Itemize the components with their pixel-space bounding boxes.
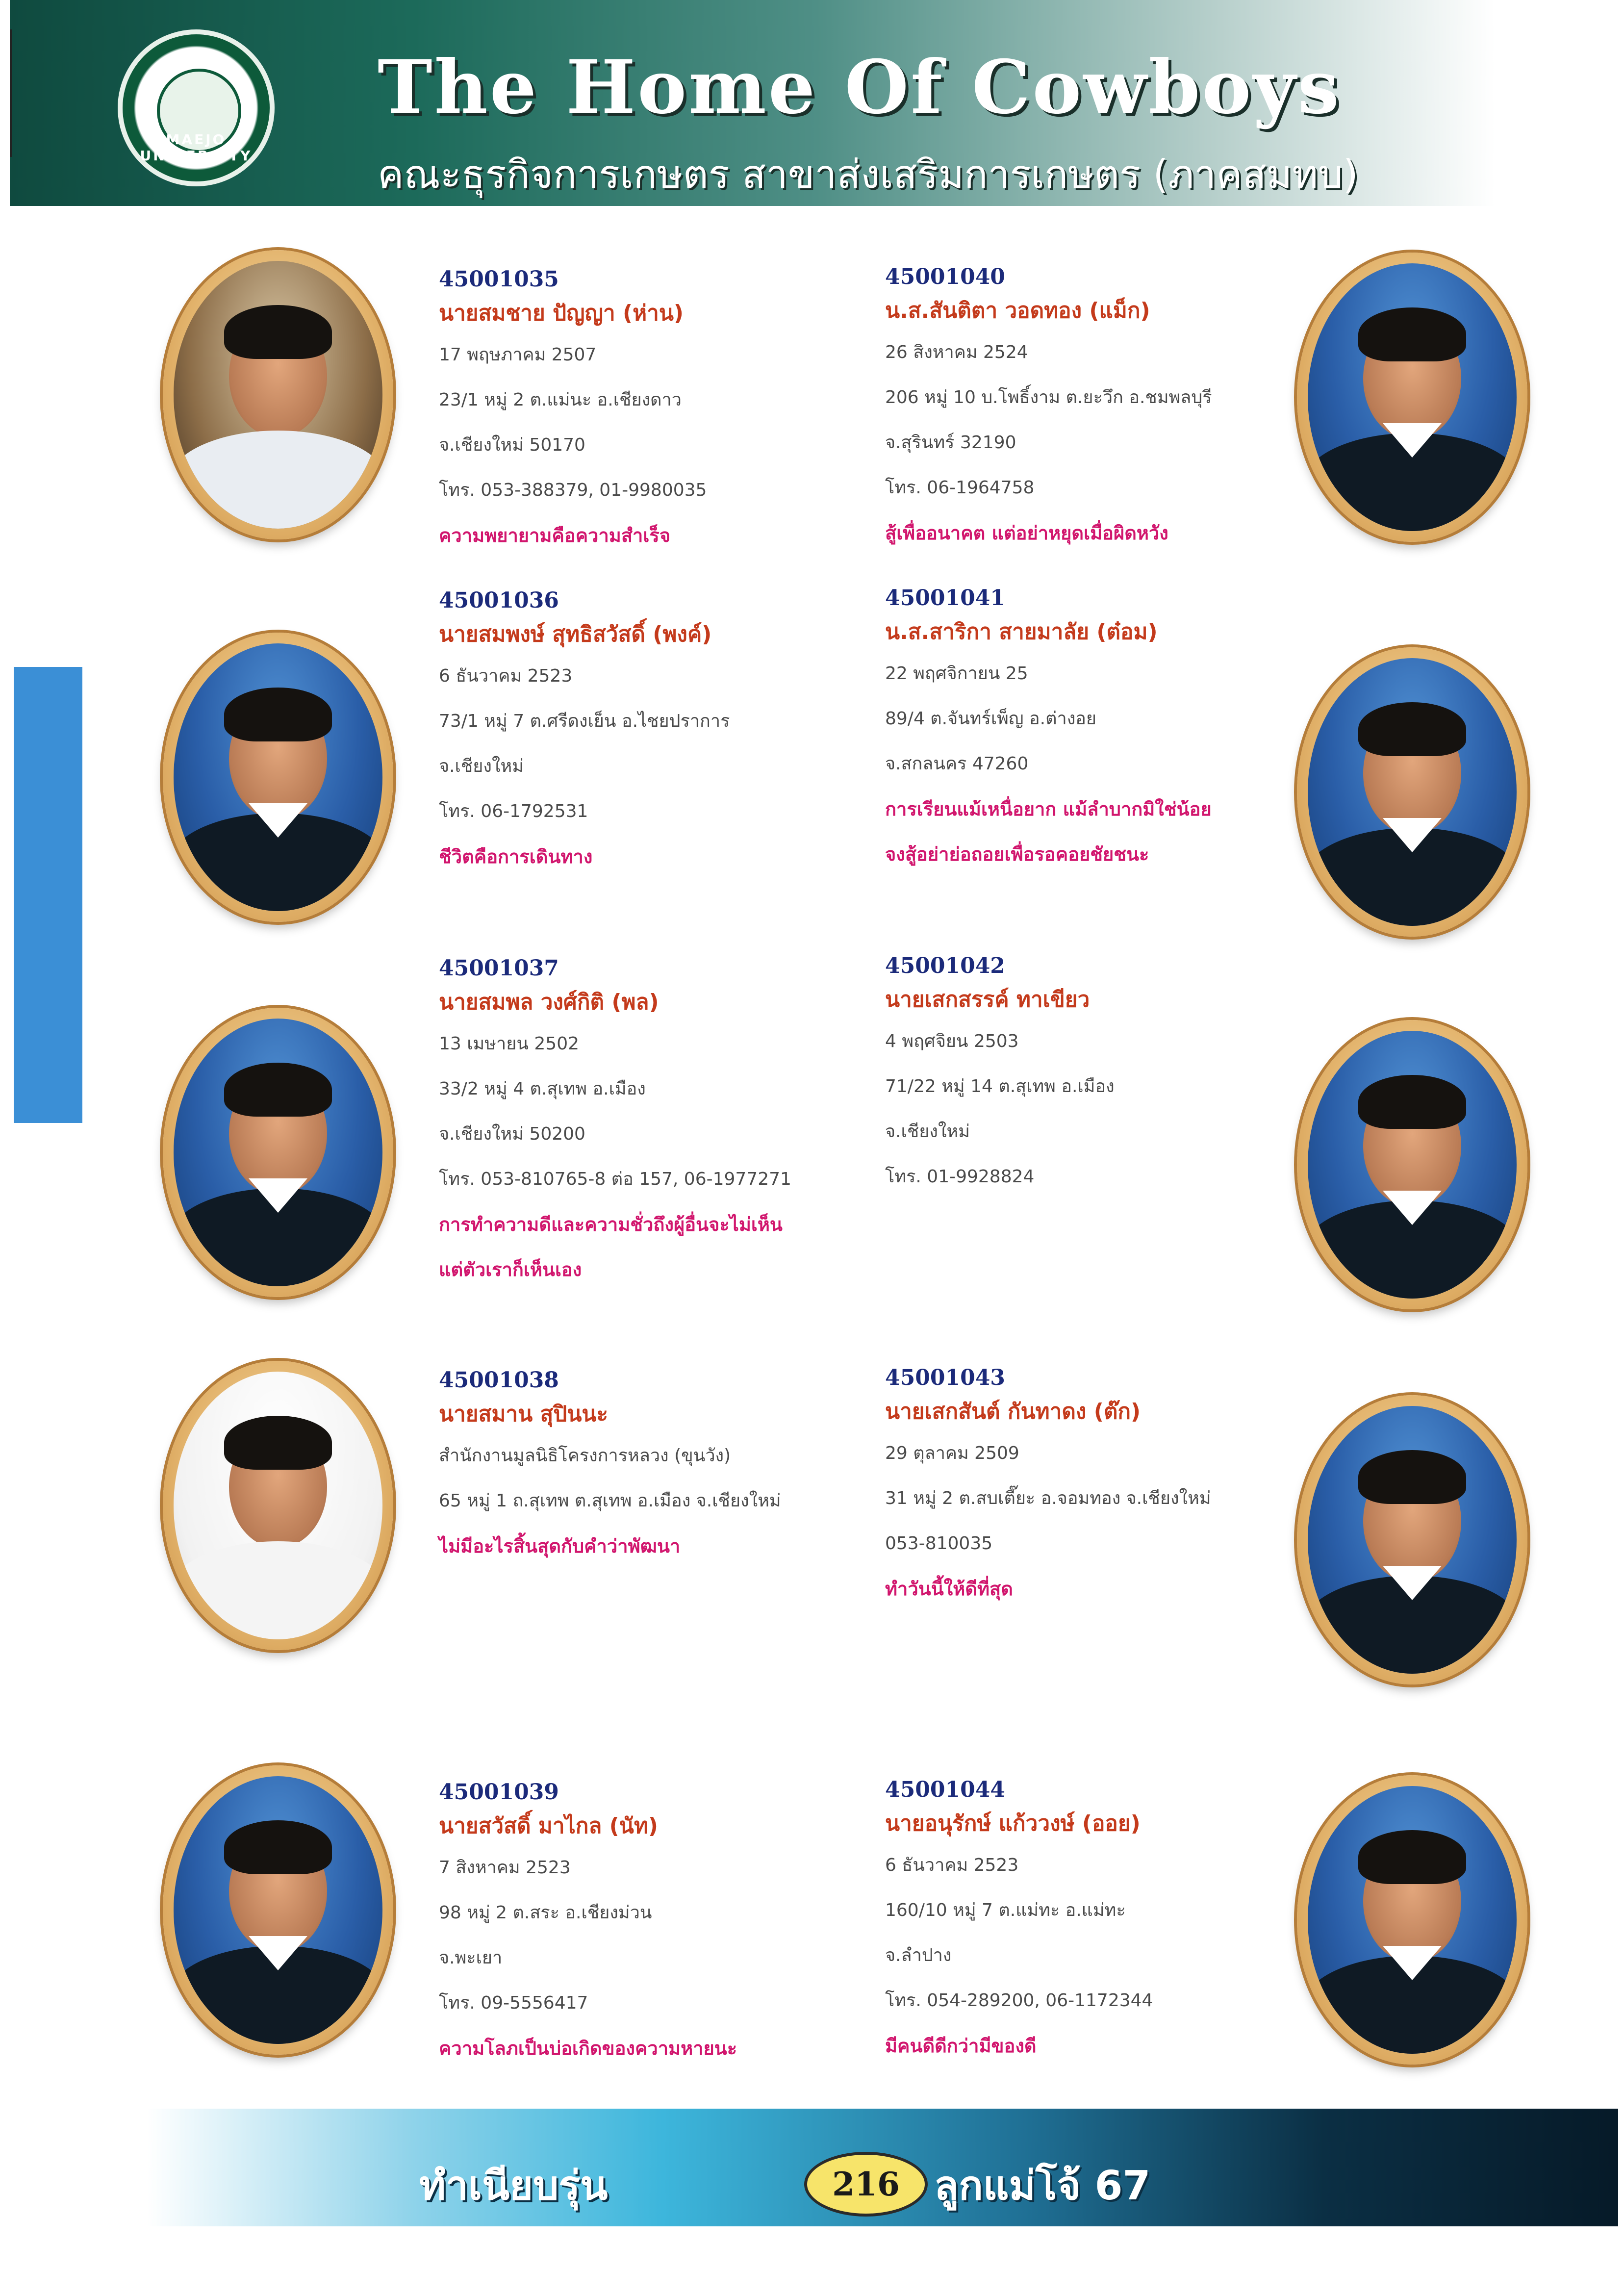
student-id: 45001041 [885,586,1005,611]
portrait-frame [163,1361,393,1650]
address-line: 23/1 หมู่ 2 ต.แม่นะ อ.เชียงดาว [439,390,682,410]
birth-date: 7 สิงหาคม 2523 [439,1858,571,1878]
shirt-shape [174,431,382,529]
student-name: นายสมาน สุปินนะ [439,1402,609,1427]
student-name: นายสวัสดิ์ มาไกล (นัท) [439,1813,658,1838]
logo-text: MAEJO UNIVERSITY [140,131,253,164]
address-line: 73/1 หมู่ 7 ต.ศรีดงเย็น อ.ไชยปราการ [439,711,730,731]
address-line: 65 หมู่ 1 ถ.สุเทพ ต.สุเทพ อ.เมือง จ.เชียงใหม่ [439,1491,781,1511]
student-entry [439,1778,851,2071]
motto: การทำความดีและความชั่วถึงผู้อื่นจะไม่เห็น [439,1214,783,1235]
phone-line: โทร. 053-388379, 01-9980035 [439,480,707,500]
side-accent-bar [14,667,82,1123]
portrait-photo [1308,1031,1517,1299]
workplace-line: สำนักงานมูลนิธิโครงการหลวง (ขุนวัง) [439,1446,731,1466]
portrait-photo [1308,1406,1517,1674]
motto: ชีวิตคือการเดินทาง [439,846,593,867]
student-name: นายเสกสันต์ กันทาดง (ต๊ก) [885,1399,1141,1424]
page-number: 216 [804,2152,928,2217]
hair-shape [1358,307,1466,361]
portrait-photo [1308,658,1517,926]
portrait-frame [1297,1395,1527,1684]
portrait-frame [1297,253,1527,542]
hair-shape [1358,702,1466,756]
portrait-photo [174,643,382,911]
address-line: 89/4 ต.จันทร์เพ็ญ อ.ต่างอย [885,709,1096,729]
address-line: จ.สุรินทร์ 32190 [885,433,1016,453]
header-rule [10,29,12,157]
address-line: จ.เชียงใหม่ [885,1122,970,1142]
student-id: 45001043 [885,1365,1005,1390]
address-line: 98 หมู่ 2 ต.สระ อ.เชียงม่วน [439,1903,652,1923]
student-entry [885,584,1297,877]
address-line: จ.เชียงใหม่ 50170 [439,435,585,455]
page-subtitle: คณะธุรกิจการเกษตร สาขาส่งเสริมการเกษตร (ภาคสมทบ) [378,152,1358,197]
portrait-frame [163,250,393,539]
address-line: จ.เชียงใหม่ 50200 [439,1124,585,1144]
phone-line: โทร. 06-1792531 [439,801,588,821]
student-id: 45001036 [439,588,559,613]
portrait-photo [174,1372,382,1639]
student-id: 45001038 [439,1368,559,1393]
motto: แต่ตัวเราก็เห็นเอง [439,1259,582,1280]
portrait-frame [1297,1775,1527,2065]
phone-line: โทร. 01-9928824 [885,1167,1035,1187]
hair-shape [1358,1450,1466,1504]
birth-date: 6 ธันวาคม 2523 [885,1855,1019,1875]
student-id: 45001040 [885,264,1005,289]
student-entry [439,1366,851,1569]
student-name: น.ส.สันติตา วอดทอง (แม็ก) [885,298,1150,323]
portrait-frame [1297,647,1527,937]
phone-line: โทร. 06-1964758 [885,478,1035,498]
student-name: นายสมพล วงศ์กิติ (พล) [439,990,659,1015]
uniform-shape [174,1541,382,1639]
motto: ความโลภเป็นบ่อเกิดของความหายนะ [439,2038,737,2059]
hair-shape [224,1820,332,1874]
hair-shape [1358,1075,1466,1129]
student-entry [439,954,851,1292]
birth-date: 13 เมษายน 2502 [439,1034,579,1054]
birth-date: 4 พฤศจิยน 2503 [885,1031,1019,1051]
address-line: จ.สกลนคร 47260 [885,754,1029,774]
hair-shape [224,688,332,741]
phone-line: โทร. 054-289200, 06-1172344 [885,1990,1153,2011]
hair-shape [1358,1830,1466,1884]
student-id: 45001042 [885,953,1005,978]
birth-date: 17 พฤษภาคม 2507 [439,345,597,365]
footer-directory-label: ทำเนียบรุ่น [419,2163,608,2209]
student-id: 45001039 [439,1780,559,1805]
university-logo [118,29,275,186]
student-entry [885,1775,1297,2068]
student-name: นายอนุรักษ์ แก้ววงษ์ (ออย) [885,1811,1141,1836]
hair-shape [224,1063,332,1117]
student-name: นายสมพงษ์ สุทธิสวัสดิ์ (พงค์) [439,622,712,647]
motto: ความพยายามคือความสำเร็จ [439,525,671,546]
phone-line: โทร. 09-5556417 [439,1993,588,2013]
motto: ทำวันนี้ให้ดีที่สุด [885,1578,1013,1600]
portrait-frame [163,1008,393,1297]
student-entry [885,262,1297,556]
student-entry [439,265,851,558]
motto: สู้เพื่ออนาคต แต่อย่าหยุดเมื่อผิดหวัง [885,522,1168,544]
address-line: 71/22 หมู่ 14 ต.สุเทพ อ.เมือง [885,1076,1115,1096]
hair-shape [224,1416,332,1470]
student-name: น.ส.สาริกา สายมาลัย (ต๋อม) [885,619,1158,644]
portrait-photo [174,1776,382,2044]
student-name: นายเสกสรรค์ ทาเขียว [885,987,1090,1012]
portrait-photo [174,1019,382,1286]
motto: จงสู้อย่าย่อถอยเพื่อรอคอยชัยชนะ [885,843,1149,865]
portrait-photo [1308,1786,1517,2054]
birth-date: 6 ธันวาคม 2523 [439,666,573,686]
portrait-frame [1297,1020,1527,1309]
birth-date: 29 ตุลาคม 2509 [885,1443,1019,1463]
student-entry [885,1363,1297,1611]
address-line: จ.พะเยา [439,1948,503,1968]
birth-date: 26 สิงหาคม 2524 [885,342,1028,362]
phone-line: 053-810035 [885,1533,993,1554]
footer-class-label: ลูกแม่โจ้ 67 [934,2163,1151,2209]
address-line: 160/10 หมู่ 7 ต.แม่ทะ อ.แม่ทะ [885,1900,1126,1920]
hair-shape [224,305,332,359]
student-entry [439,586,851,879]
portrait-photo [1308,263,1517,531]
motto: ไม่มีอะไรสิ้นสุดกับคำว่าพัฒนา [439,1535,681,1557]
phone-line: โทร. 053-810765-8 ต่อ 157, 06-1977271 [439,1169,791,1189]
student-entry [885,951,1297,1199]
student-id: 45001037 [439,956,559,981]
student-id: 45001044 [885,1777,1005,1802]
address-line: จ.ลำปาง [885,1945,952,1965]
address-line: จ.เชียงใหม่ [439,756,524,776]
student-name: นายสมชาย ปัญญา (ห่าน) [439,301,684,326]
address-line: 31 หมู่ 2 ต.สบเตี๊ยะ อ.จอมทอง จ.เชียงใหม่ [885,1488,1211,1508]
address-line: 33/2 หมู่ 4 ต.สุเทพ อ.เมือง [439,1079,646,1099]
address-line: 206 หมู่ 10 บ.โพธิ์งาม ต.ยะวึก อ.ชมพลบุรี [885,387,1212,408]
motto: มีคนดีดีกว่ามีของดี [885,2035,1037,2057]
page-title: The Home Of Cowboys [378,44,1341,130]
birth-date: 22 พฤศจิกายน 25 [885,663,1028,684]
motto: การเรียนแม้เหนื่อยาก แม้ลำบากมิใช่น้อย [885,798,1212,820]
portrait-frame [163,1765,393,2055]
portrait-frame [163,633,393,922]
student-id: 45001035 [439,267,559,292]
portrait-photo [174,261,382,529]
